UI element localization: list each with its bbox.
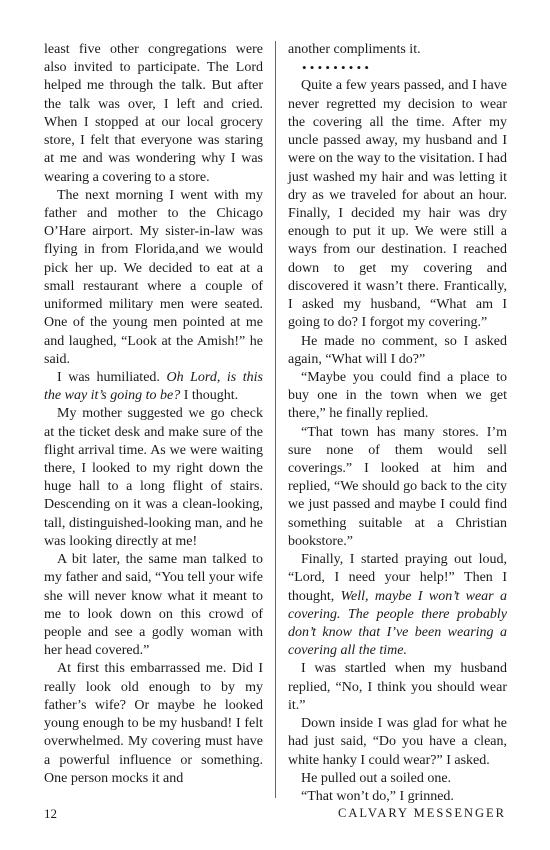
text-run: “That town has many stores. I’m sure none of them would sell coverings.” I looked at him and replied, “We should go back to the city we just passed and maybe I could find something suitable at a Christian bookstore.” [288, 424, 507, 549]
text-run: Quite a few years passed, and I have never regretted my decision to wear the covering all the time. After my uncle passed away, my husband and I were on the way to the visitation. I had just washed my hair and was letting it dry as we traveled for about an hour. Finally, I decided my hair was dry enough to put it up. We were still a ways from our destination. I reached down to get my covering and discovered it wasn’t there. Frantically, I asked my husband, “What am I going to do? I forgot my covering.” [288, 78, 507, 331]
publication-name: CALVARY MESSENGER [338, 806, 506, 820]
text-run: Finally, I started praying out loud, “Lord, I need your help!” Then I thought, [288, 552, 507, 604]
paragraph [288, 369, 507, 424]
paragraph [288, 41, 507, 59]
paragraph [288, 770, 507, 788]
text-run: He made no comment, so I asked again, “What will I do?” [288, 333, 507, 367]
paragraph [288, 551, 507, 660]
column-divider [275, 41, 276, 798]
text-run: least five other congregations were also invited to participate. The Lord helped me through the talk. But after the talk was over, I left and cried. When I stopped at our local grocery store, I felt that everyone was staring at me and was wondering why I was wearing a covering to a store. [44, 42, 263, 185]
text-run: A bit later, the same man talked to my father and said, “You tell your wife she will never know what it meant to me to look down on this crowd of people and see a godly woman with her head covered.” [44, 552, 263, 659]
text-run: At first this embarrassed me. Did I really look old enough to by my father’s wife? Or maybe he looked young enough to be my husband! I felt overwhelmed. My covering must have a powerful influence or something. One person mocks it and [44, 661, 263, 786]
right-column-body [288, 77, 507, 806]
left-column [44, 41, 263, 788]
text-run: I was startled when my husband replied, “No, I think you should wear it.” [288, 661, 507, 713]
text-run: another compliments it. [288, 42, 421, 57]
paragraph [44, 405, 263, 551]
paragraph [44, 551, 263, 660]
text-run: I was humiliated. [57, 369, 167, 385]
paragraph [44, 41, 263, 187]
page-number: 12 [44, 806, 57, 821]
text-run: The next morning I went with my father and mother to the Chicago O’Hare airport. My sister-in-law was flying in from Florida,and we would pick her up. We decided to eat at a small restaurant where a couple of uniformed military men were seated. One of the young men pointed at me and laughed, “Look at the Amish!” he said. [44, 187, 263, 367]
italic-text: Well, maybe I won’t wear a covering. The people there probably don’t know that I’ve been wearing a covering all the time. [288, 588, 507, 659]
paragraph [288, 333, 507, 369]
paragraph [44, 369, 263, 405]
text-run: “Maybe you could find a place to buy one in the town when we get there,” he finally replied. [288, 369, 507, 422]
section-separator: • • • • • • • • • [302, 60, 369, 76]
paragraph [288, 715, 507, 770]
paragraph [288, 660, 507, 715]
text-run: “That won’t do,” I grinned. [301, 788, 454, 804]
paragraph [288, 77, 507, 332]
paragraph [44, 187, 263, 369]
italic-text: Oh Lord, is this the way it’s going to be? [44, 369, 264, 404]
paragraph [44, 660, 263, 788]
page-footer [44, 806, 506, 826]
text-run: My mother suggested we go check at the ticket desk and make sure of the flight arrival time. As we were waiting there, I looked to my right down the huge hall to a long flight of stairs. Descending on it was a clean-looking, tall, distinguished-looking man, and he was looking directly at me! [44, 406, 263, 549]
text-run: Down inside I was glad for what he had just said, “Do you have a clean, white hanky I could wear?” I asked. [288, 716, 507, 768]
right-column-top [288, 41, 507, 59]
text-run: I thought. [180, 388, 239, 404]
paragraph [288, 424, 507, 552]
right-column [288, 41, 507, 806]
text-run: He pulled out a soiled one. [301, 770, 452, 786]
paragraph [288, 788, 507, 806]
